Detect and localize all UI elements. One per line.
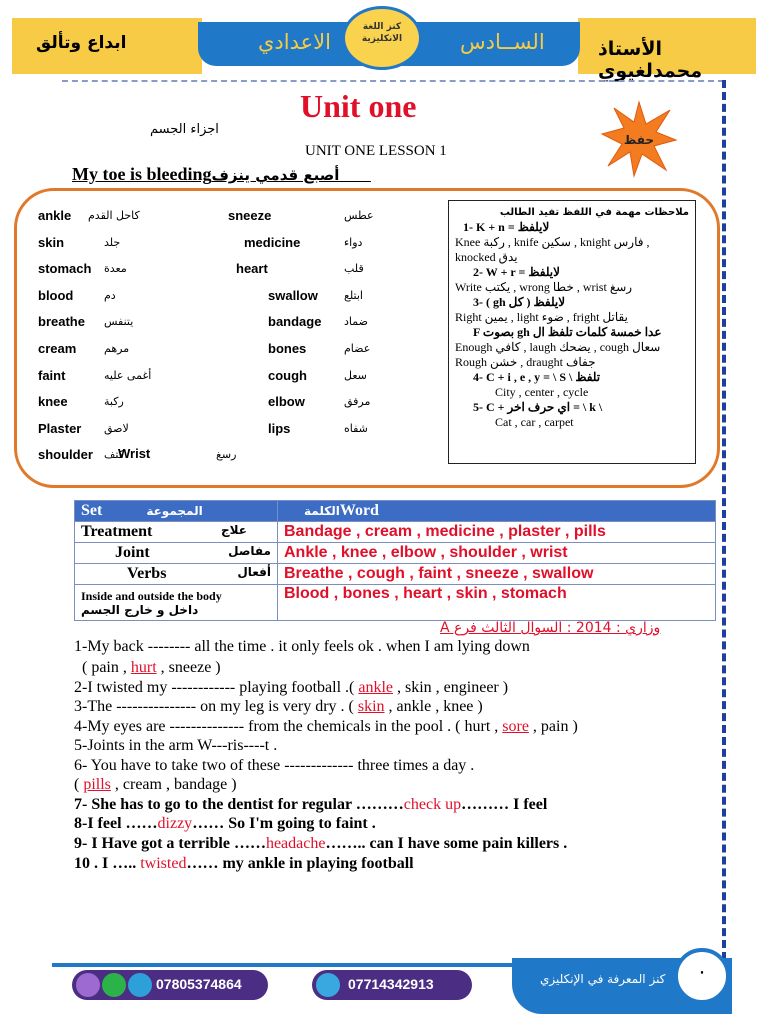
vocab-item-en: Plaster [38, 421, 82, 436]
vocab-item-ar: يتنفس [104, 315, 134, 328]
vocab-item-en: swallow [268, 288, 318, 303]
vocab-item-ar: ابتلع [344, 289, 363, 302]
note-rule-4: 4- C + i , e , y = \ S \ تلفظ [473, 370, 601, 384]
vocab-item-en: blood [38, 288, 74, 303]
vocab-item-ar: ركبة [104, 395, 124, 408]
heading-ar: أصبع قدمي ينزف [211, 166, 340, 184]
logo-badge: كنز اللغة الانكليزية [342, 6, 422, 70]
words-cell: Bandage , cream , medicine , plaster , pills [278, 522, 716, 543]
vocab-item-en: cream [38, 341, 77, 356]
note-rule-5: 5- C + اي حرف اخر = \ k \ [473, 400, 603, 414]
words-cell: Blood , bones , heart , skin , stomach [278, 585, 716, 621]
vocab-item-en: shoulder [38, 447, 93, 462]
phone-number-2: 07714342913 [348, 976, 434, 992]
mobile-phone-icon [316, 973, 340, 997]
question-7: 7- She has to go to the dentist for regular ………check up……… I feel [74, 796, 548, 813]
set-cell: Inside and outside the body داخل و خارج الجسم [75, 585, 278, 621]
question-6: 6- You have to take two of these ------------- three times a day . [74, 757, 475, 774]
question-4: 4-My eyes are -------------- from the chemicals in the pool . ( hurt , sore , pain ) [74, 718, 578, 735]
vocab-item-en: lips [268, 421, 291, 436]
question-2: 2-I twisted my ------------ playing football .( ankle , skin , engineer ) [74, 679, 509, 696]
header-word: الكلمةWord [278, 501, 716, 522]
words-cell: Ankle , knee , elbow , shoulder , wrist [278, 543, 716, 564]
vocab-item-en: heart [236, 261, 268, 276]
notes-title: ملاحظات مهمة في اللفظ تفيد الطالب [499, 207, 689, 218]
question-10: 10 . I ….. twisted…… my ankle in playing football [74, 855, 414, 872]
footer-phone-pill-2 [312, 970, 472, 1000]
right-dashed-rule [722, 80, 726, 960]
vocab-item-ar: عطس [344, 209, 374, 222]
question-5: 5-Joints in the arm W---ris----t . [74, 737, 278, 754]
teacher-name: الأستاذ محمدلغيوي [598, 38, 703, 82]
vocab-item-ar: دواء [344, 236, 363, 249]
pronunciation-notes [448, 200, 696, 464]
vocab-item-en: medicine [244, 235, 301, 250]
vocab-item-ar: عضام [344, 342, 371, 355]
vocab-item-en: stomach [38, 261, 92, 276]
question-3: 3-The --------------- on my leg is very dry . ( skin , ankle , knee ) [74, 698, 483, 715]
vocab-wrist: Wrist [118, 446, 151, 461]
footer-brand: كنز المعرفة في الإنكليزي [540, 972, 666, 986]
vocab-item-ar: دم [104, 289, 116, 302]
vocab-item-ar: شفاه [344, 422, 368, 435]
vocab-item-ar: قلب [344, 262, 364, 275]
note-rule-2: 2- W + r = لايلفظ [473, 265, 560, 279]
table-header-row [75, 501, 716, 522]
grade-level: الاعدادي [258, 30, 331, 54]
grade-number: الســادس [460, 30, 545, 54]
vocab-item-ar: مرهم [104, 342, 130, 355]
vocab-item-en: bones [268, 341, 307, 356]
vocab-item-en: bandage [268, 314, 322, 329]
question-1: 1-My back -------- all the time . it only feels ok . when I am lying down [74, 638, 530, 655]
table-row [75, 585, 716, 621]
body-parts-label: اجزاء الجسم [150, 122, 219, 137]
question-6-options: ( pills , cream , bandage ) [74, 776, 237, 793]
word-sets-table [74, 500, 716, 621]
note-example-1: Knee ركبة , knife سكين , knight فارس , knocked يدق [455, 235, 650, 264]
vocab-item-en: elbow [268, 394, 305, 409]
vocab-item-en: breathe [38, 314, 85, 329]
top-dashed-rule [62, 80, 724, 82]
set-cell: Treatment علاج [75, 522, 278, 543]
phone-number-1: 07805374864 [156, 976, 242, 992]
note-example-f: Enough كافي , laugh يضحك , cough سعال Rough خشن , draught جفاف [455, 340, 661, 369]
lesson-heading [72, 164, 371, 185]
note-rule-1: 1- K + n = لايلفظ [463, 220, 550, 234]
words-cell: Breathe , cough , faint , sneeze , swallow [278, 564, 716, 585]
vocab-item-ar: رسغ [216, 448, 237, 461]
vocab-item-ar: أغمى عليه [104, 369, 152, 382]
note-example-3: Right يمين , light ضوء , fright يقاتل [455, 310, 628, 324]
vocab-item-ar: كتف [104, 448, 124, 461]
set-cell: Joint مفاصل [75, 543, 278, 564]
table-row [75, 522, 716, 543]
question-8: 8-I feel ……dizzy…… So I'm going to faint . [74, 815, 376, 832]
memorize-label: حفظ [623, 133, 655, 147]
vocab-item-ar: سعل [344, 369, 367, 382]
vocab-item-en: faint [38, 368, 66, 383]
viber-icon [76, 973, 100, 997]
note-rule-f: F بصوت gh عدا خمسة كلمات تلفظ ال [473, 325, 662, 339]
set-cell: Verbs أفعال [75, 564, 278, 585]
vocab-item-ar: مرفق [344, 395, 371, 408]
note-rule-3: 3- ( gh كل ) لايلفظ [473, 295, 566, 309]
vocab-item-ar: لاصق [104, 422, 129, 435]
vocab-item-en: cough [268, 368, 307, 383]
footer-phone-pill-1 [72, 970, 268, 1000]
table-row [75, 564, 716, 585]
note-example-4: City , center , cycle [495, 385, 589, 399]
page-number: ٠ [674, 948, 730, 1004]
vocab-item-en: knee [38, 394, 68, 409]
note-example-2: Write يكتب , wrong خطا , wrist رسغ [455, 280, 633, 294]
heading-en: My toe is bleeding [72, 164, 212, 184]
lesson-label: UNIT ONE LESSON 1 [305, 143, 447, 159]
header-set: Set المجموعة [75, 501, 278, 522]
vocab-item-en: sneeze [228, 208, 272, 223]
vocab-item-en: ankle [38, 208, 72, 223]
question-9: 9- I Have got a terrible ……headache…….. can I have some pain killers . [74, 835, 568, 852]
table-row [75, 543, 716, 564]
vocab-item-ar: ضماد [344, 315, 368, 328]
question-1-options: ( pain , hurt , sneeze ) [82, 659, 221, 676]
note-example-5: Cat , car , carpet [495, 415, 574, 429]
vocab-item-ar: جلد [104, 236, 121, 249]
memorize-starburst [600, 100, 678, 178]
vocab-item-ar: معدة [104, 262, 127, 275]
whatsapp-icon [102, 973, 126, 997]
vocab-item-ar: كاحل القدم [88, 209, 140, 222]
ministerial-exam-note: وزاري : 2014 : السوال الثالث فرع A [440, 620, 661, 636]
header-left-text: ابداع وتألق [36, 33, 127, 53]
telegram-icon [128, 973, 152, 997]
page-title: Unit one [300, 88, 417, 124]
vocab-item-en: skin [38, 235, 65, 250]
